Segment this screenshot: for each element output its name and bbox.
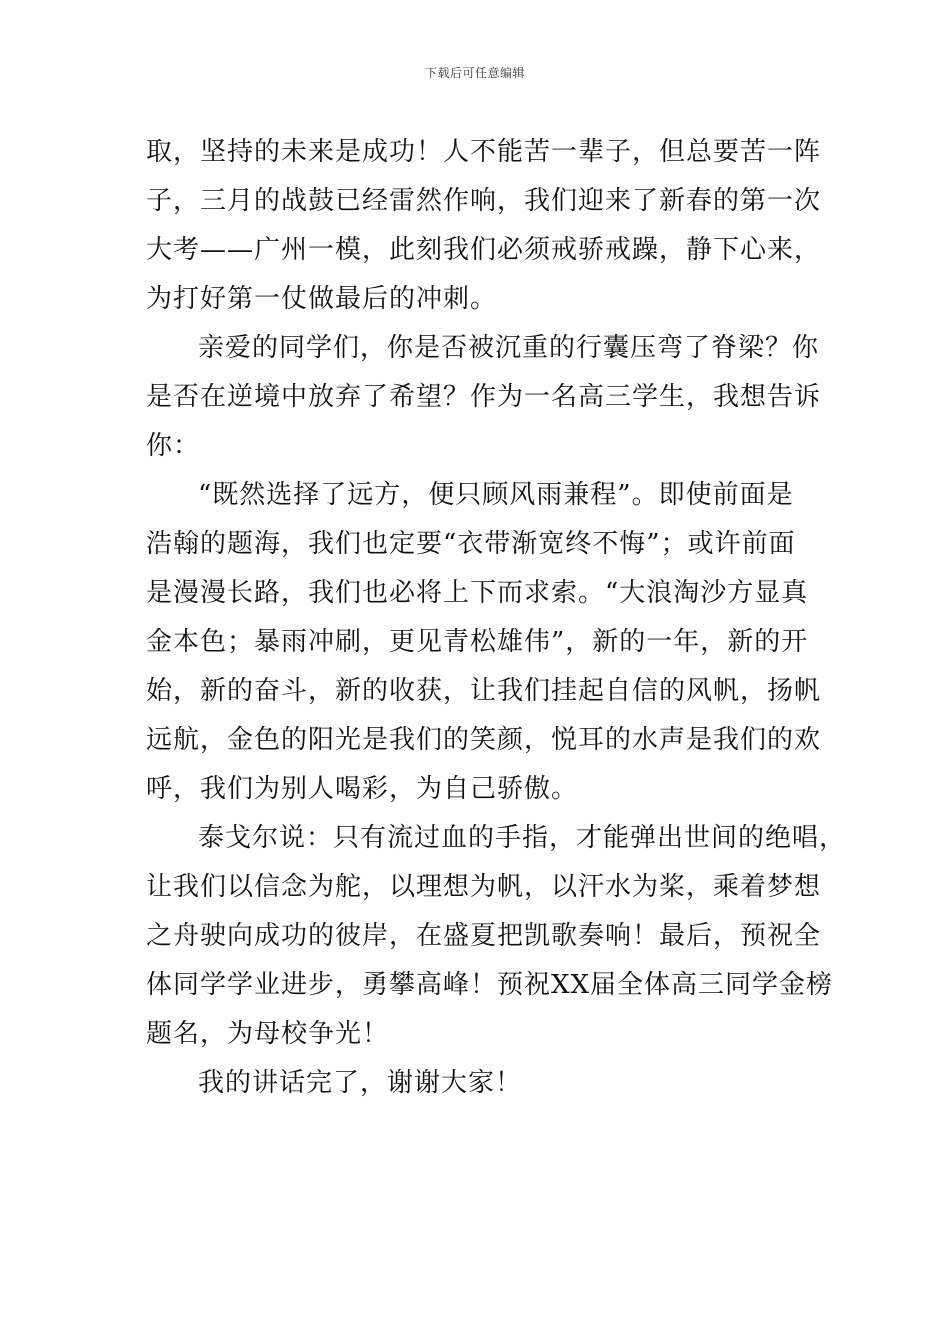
- text-line: 我的讲话完了，谢谢大家！: [198, 1068, 523, 1098]
- paragraph: [146, 128, 822, 324]
- paragraph: [146, 324, 822, 471]
- text-line: 让我们以信念为舵，以理想为帆，以汗水为桨，乘着梦想: [146, 872, 822, 902]
- paragraph: [146, 814, 847, 1059]
- paragraph: [146, 1059, 810, 1108]
- text-line: 子，三月的战鼓已经雷然作响，我们迎来了新春的第一次: [146, 186, 822, 216]
- document-body: [146, 128, 847, 1108]
- text-line: 体同学学业进步，勇攀高峰！预祝XX届全体高三同学金榜: [146, 970, 834, 1000]
- text-line: 题名，为母校争光！: [146, 1019, 390, 1049]
- text-line: 大考——广州一模，此刻我们必须戒骄戒躁，静下心来，: [146, 235, 822, 265]
- text-line: 你：: [146, 431, 201, 461]
- text-line: 浩翰的题海，我们也定要“衣带渐宽终不悔”；或许前面: [146, 529, 796, 559]
- text-line: “既然选择了远方，便只顾风雨兼程”。即使前面是: [198, 480, 794, 510]
- text-line: 之舟驶向成功的彼岸，在盛夏把凯歌奏响！最后，预祝全: [146, 921, 822, 951]
- text-line: 始，新的奋斗，新的收获，让我们挂起自信的风帆，扬帆: [146, 676, 822, 706]
- paragraph: [146, 471, 822, 814]
- text-line: 金本色；暴雨冲刷，更见青松雄伟”，新的一年，新的开: [146, 627, 809, 657]
- text-line: 取，坚持的未来是成功！人不能苦一辈子，但总要苦一阵: [146, 137, 822, 167]
- text-line: 为打好第一仗做最后的冲刺。: [146, 284, 498, 314]
- text-line: 泰戈尔说：只有流过血的手指，才能弹出世间的绝唱，: [198, 823, 847, 853]
- text-line: 呼，我们为别人喝彩，为自己骄傲。: [146, 774, 579, 804]
- text-line: 是否在逆境中放弃了希望？作为一名高三学生，我想告诉: [146, 382, 822, 412]
- text-line: 亲爱的同学们，你是否被沉重的行囊压弯了脊梁？你: [198, 333, 820, 363]
- text-line: 远航，金色的阳光是我们的笑颜，悦耳的水声是我们的欢: [146, 725, 822, 755]
- text-line: 是漫漫长路，我们也必将上下而求索。“大浪淘沙方显真: [146, 578, 809, 608]
- header-note: 下载后可任意编辑: [424, 66, 525, 80]
